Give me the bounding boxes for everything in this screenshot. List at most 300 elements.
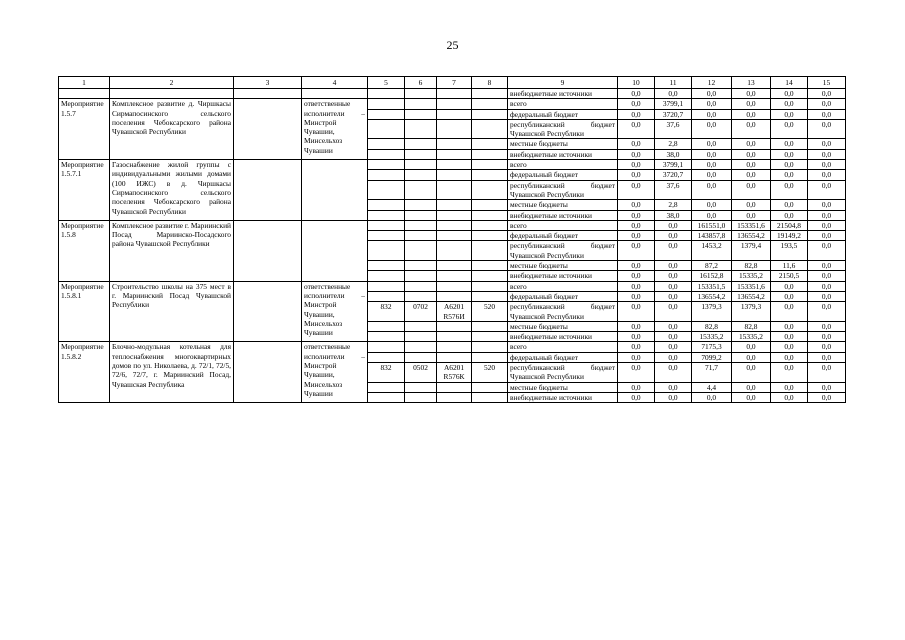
- value-cell: 0,0: [771, 210, 808, 220]
- empty-cell: [437, 200, 472, 210]
- table-body: [59, 77, 846, 403]
- value-cell: 0,0: [732, 109, 771, 119]
- value-cell: 0,0: [692, 99, 732, 109]
- value-cell: 37,6: [655, 180, 692, 200]
- empty-cell: [405, 382, 437, 392]
- source-cell: местные бюджеты: [508, 139, 618, 149]
- value-cell: 0,0: [771, 149, 808, 159]
- empty-cell: [472, 220, 508, 230]
- empty-cell: [405, 109, 437, 119]
- value-cell: 0,0: [732, 363, 771, 383]
- value-cell: 0,0: [692, 109, 732, 119]
- source-cell: всего: [508, 342, 618, 352]
- empty-cell: [110, 89, 234, 99]
- value-cell: 0,0: [771, 363, 808, 383]
- value-cell: 0,0: [655, 231, 692, 241]
- value-cell: 0,0: [618, 291, 655, 301]
- value-cell: 82,8: [732, 261, 771, 271]
- value-cell: 0,0: [618, 271, 655, 281]
- value-cell: 37,6: [655, 119, 692, 139]
- value-cell: 0,0: [618, 149, 655, 159]
- responsible-cell: [302, 220, 368, 281]
- code-expense: [472, 241, 508, 261]
- measure-name: Строительство школы на 375 мест в г. Мариинский Посад Чувашской Республики: [110, 281, 234, 342]
- empty-cell: [368, 200, 405, 210]
- source-cell: внебюджетные источники: [508, 271, 618, 281]
- value-cell: 3720,7: [655, 170, 692, 180]
- value-cell: 0,0: [618, 160, 655, 170]
- empty-cell: [437, 210, 472, 220]
- empty-cell: [472, 149, 508, 159]
- value-cell: 16152,8: [692, 271, 732, 281]
- value-cell: 0,0: [771, 352, 808, 362]
- value-cell: 0,0: [655, 302, 692, 322]
- value-cell: 0,0: [655, 89, 692, 99]
- value-cell: 0,0: [732, 170, 771, 180]
- column-number: 1: [59, 77, 110, 89]
- responsible-cell: ответственные исполнители – Минстрой Чувашии, Минсельхоз Чувашии: [302, 342, 368, 403]
- value-cell: 0,0: [808, 231, 846, 241]
- code-grbs: [368, 241, 405, 261]
- empty-cell: [405, 271, 437, 281]
- value-cell: 19149,2: [771, 231, 808, 241]
- value-cell: 0,0: [808, 210, 846, 220]
- empty-cell: [437, 89, 472, 99]
- value-cell: 0,0: [808, 291, 846, 301]
- empty-cell: [368, 170, 405, 180]
- value-cell: 0,0: [732, 139, 771, 149]
- executor-cell: [234, 342, 302, 403]
- value-cell: 0,0: [771, 170, 808, 180]
- table-row: [59, 99, 846, 109]
- value-cell: 0,0: [692, 139, 732, 149]
- value-cell: 0,0: [618, 220, 655, 230]
- column-number: 15: [808, 77, 846, 89]
- empty-cell: [368, 261, 405, 271]
- empty-cell: [437, 139, 472, 149]
- empty-cell: [472, 321, 508, 331]
- value-cell: 0,0: [732, 89, 771, 99]
- empty-cell: [405, 281, 437, 291]
- empty-cell: [437, 271, 472, 281]
- value-cell: 0,0: [655, 382, 692, 392]
- value-cell: 0,0: [655, 281, 692, 291]
- executor-cell: [234, 99, 302, 160]
- empty-cell: [368, 109, 405, 119]
- column-number: 2: [110, 77, 234, 89]
- value-cell: 0,0: [808, 261, 846, 271]
- value-cell: 82,8: [732, 321, 771, 331]
- value-cell: 0,0: [808, 220, 846, 230]
- value-cell: 0,0: [732, 180, 771, 200]
- value-cell: 0,0: [692, 210, 732, 220]
- column-number: 9: [508, 77, 618, 89]
- value-cell: 0,0: [692, 392, 732, 402]
- empty-cell: [368, 210, 405, 220]
- column-number: 4: [302, 77, 368, 89]
- value-cell: 7175,3: [692, 342, 732, 352]
- empty-cell: [472, 109, 508, 119]
- empty-cell: [437, 291, 472, 301]
- empty-cell: [437, 99, 472, 109]
- value-cell: 0,0: [732, 210, 771, 220]
- value-cell: 15335,2: [732, 271, 771, 281]
- measure-id: Мероприятие 1.5.7.1: [59, 160, 110, 221]
- code-section: [405, 180, 437, 200]
- value-cell: 0,0: [692, 160, 732, 170]
- source-cell: федеральный бюджет: [508, 170, 618, 180]
- measure-id: Мероприятие 1.5.8.1: [59, 281, 110, 342]
- empty-cell: [472, 352, 508, 362]
- empty-cell: [405, 261, 437, 271]
- value-cell: 11,6: [771, 261, 808, 271]
- empty-cell: [472, 89, 508, 99]
- empty-cell: [368, 139, 405, 149]
- value-cell: 0,0: [618, 352, 655, 362]
- empty-cell: [437, 149, 472, 159]
- empty-cell: [59, 89, 110, 99]
- empty-cell: [472, 261, 508, 271]
- value-cell: 0,0: [618, 281, 655, 291]
- empty-cell: [405, 291, 437, 301]
- source-cell: республиканский бюджет Чувашской Республики: [508, 180, 618, 200]
- empty-cell: [472, 200, 508, 210]
- empty-cell: [405, 392, 437, 402]
- empty-cell: [472, 332, 508, 342]
- code-section: [405, 119, 437, 139]
- executor-cell: [234, 160, 302, 221]
- value-cell: 0,0: [618, 99, 655, 109]
- empty-cell: [368, 342, 405, 352]
- value-cell: 0,0: [618, 210, 655, 220]
- empty-cell: [405, 149, 437, 159]
- value-cell: 0,0: [692, 119, 732, 139]
- source-cell: местные бюджеты: [508, 321, 618, 331]
- value-cell: 0,0: [692, 170, 732, 180]
- value-cell: 2,8: [655, 200, 692, 210]
- empty-cell: [472, 231, 508, 241]
- column-number: 12: [692, 77, 732, 89]
- empty-cell: [368, 291, 405, 301]
- empty-cell: [437, 392, 472, 402]
- empty-cell: [405, 352, 437, 362]
- value-cell: 0,0: [732, 149, 771, 159]
- empty-cell: [472, 139, 508, 149]
- table-row: [59, 160, 846, 170]
- source-cell: федеральный бюджет: [508, 291, 618, 301]
- value-cell: 2,8: [655, 139, 692, 149]
- value-cell: 153351,6: [732, 220, 771, 230]
- value-cell: 153351,6: [732, 281, 771, 291]
- table-row: [59, 342, 846, 352]
- empty-cell: [368, 89, 405, 99]
- empty-cell: [405, 342, 437, 352]
- empty-cell: [405, 170, 437, 180]
- value-cell: 38,0: [655, 210, 692, 220]
- value-cell: 0,0: [732, 392, 771, 402]
- value-cell: 38,0: [655, 149, 692, 159]
- value-cell: 0,0: [618, 241, 655, 261]
- column-number: 14: [771, 77, 808, 89]
- code-grbs: 832: [368, 363, 405, 383]
- empty-cell: [368, 160, 405, 170]
- value-cell: 0,0: [808, 99, 846, 109]
- value-cell: 0,0: [808, 332, 846, 342]
- source-cell: местные бюджеты: [508, 261, 618, 271]
- code-target: [437, 119, 472, 139]
- value-cell: 0,0: [771, 332, 808, 342]
- empty-cell: [437, 281, 472, 291]
- value-cell: 0,0: [808, 321, 846, 331]
- value-cell: 0,0: [771, 160, 808, 170]
- value-cell: 0,0: [808, 160, 846, 170]
- empty-cell: [472, 170, 508, 180]
- value-cell: 0,0: [771, 99, 808, 109]
- value-cell: 82,8: [692, 321, 732, 331]
- empty-cell: [437, 160, 472, 170]
- value-cell: 0,0: [655, 352, 692, 362]
- source-cell: местные бюджеты: [508, 200, 618, 210]
- value-cell: 0,0: [771, 109, 808, 119]
- page-number: 25: [446, 38, 459, 52]
- column-number: 6: [405, 77, 437, 89]
- value-cell: 0,0: [771, 342, 808, 352]
- value-cell: 0,0: [808, 382, 846, 392]
- value-cell: 0,0: [808, 392, 846, 402]
- source-cell: всего: [508, 281, 618, 291]
- source-cell: федеральный бюджет: [508, 109, 618, 119]
- column-number: 5: [368, 77, 405, 89]
- measure-id: Мероприятие 1.5.8: [59, 220, 110, 281]
- value-cell: 0,0: [771, 382, 808, 392]
- value-cell: 0,0: [655, 332, 692, 342]
- empty-cell: [437, 382, 472, 392]
- column-number-row: [59, 77, 846, 89]
- value-cell: 1453,2: [692, 241, 732, 261]
- value-cell: 0,0: [732, 382, 771, 392]
- value-cell: 0,0: [618, 200, 655, 210]
- value-cell: 193,5: [771, 241, 808, 261]
- responsible-cell: [302, 160, 368, 221]
- value-cell: 3799,1: [655, 160, 692, 170]
- column-number: 8: [472, 77, 508, 89]
- empty-cell: [405, 231, 437, 241]
- value-cell: 71,7: [692, 363, 732, 383]
- value-cell: 15335,2: [732, 332, 771, 342]
- empty-cell: [437, 342, 472, 352]
- empty-cell: [405, 139, 437, 149]
- value-cell: 0,0: [655, 321, 692, 331]
- value-cell: 0,0: [618, 332, 655, 342]
- value-cell: 0,0: [732, 352, 771, 362]
- value-cell: 0,0: [655, 220, 692, 230]
- value-cell: 0,0: [692, 89, 732, 99]
- value-cell: 0,0: [618, 180, 655, 200]
- source-cell: всего: [508, 160, 618, 170]
- measure-name: Комплексное развитие г. Мариинский Посад Мариинско-Посадского района Чувашской Республики: [110, 220, 234, 281]
- empty-cell: [302, 89, 368, 99]
- value-cell: 0,0: [808, 241, 846, 261]
- value-cell: 0,0: [808, 180, 846, 200]
- value-cell: 1379,3: [732, 302, 771, 322]
- value-cell: 0,0: [692, 180, 732, 200]
- empty-cell: [368, 392, 405, 402]
- empty-cell: [472, 210, 508, 220]
- value-cell: 7099,2: [692, 352, 732, 362]
- value-cell: 0,0: [618, 392, 655, 402]
- executor-cell: [234, 220, 302, 281]
- source-cell: внебюджетные источники: [508, 332, 618, 342]
- empty-cell: [437, 332, 472, 342]
- value-cell: 87,2: [692, 261, 732, 271]
- value-cell: 0,0: [771, 291, 808, 301]
- code-grbs: [368, 180, 405, 200]
- value-cell: 161551,0: [692, 220, 732, 230]
- code-target: [437, 241, 472, 261]
- value-cell: 0,0: [732, 99, 771, 109]
- column-number: 3: [234, 77, 302, 89]
- source-cell: всего: [508, 220, 618, 230]
- value-cell: 0,0: [732, 119, 771, 139]
- code-target: A6201 R576И: [437, 302, 472, 322]
- value-cell: 0,0: [692, 200, 732, 210]
- code-target: A6201 R576К: [437, 363, 472, 383]
- empty-cell: [437, 321, 472, 331]
- value-cell: 0,0: [655, 291, 692, 301]
- source-cell: республиканский бюджет Чувашской Республики: [508, 119, 618, 139]
- source-cell: внебюджетные источники: [508, 210, 618, 220]
- empty-cell: [472, 291, 508, 301]
- value-cell: 0,0: [732, 342, 771, 352]
- value-cell: 0,0: [808, 281, 846, 291]
- value-cell: 4,4: [692, 382, 732, 392]
- value-cell: 0,0: [808, 89, 846, 99]
- value-cell: 0,0: [808, 109, 846, 119]
- value-cell: 0,0: [771, 119, 808, 139]
- code-target: [437, 180, 472, 200]
- source-cell: местные бюджеты: [508, 382, 618, 392]
- value-cell: 1379,3: [692, 302, 732, 322]
- value-cell: 3799,1: [655, 99, 692, 109]
- empty-cell: [437, 109, 472, 119]
- empty-cell: [405, 332, 437, 342]
- empty-cell: [368, 382, 405, 392]
- empty-cell: [472, 160, 508, 170]
- source-cell: республиканский бюджет Чувашской Республики: [508, 302, 618, 322]
- empty-cell: [368, 321, 405, 331]
- empty-cell: [368, 332, 405, 342]
- empty-cell: [368, 231, 405, 241]
- value-cell: 0,0: [808, 149, 846, 159]
- empty-cell: [472, 271, 508, 281]
- empty-cell: [234, 89, 302, 99]
- empty-cell: [405, 220, 437, 230]
- column-number: 7: [437, 77, 472, 89]
- empty-cell: [368, 220, 405, 230]
- value-cell: 0,0: [618, 321, 655, 331]
- value-cell: 0,0: [771, 302, 808, 322]
- source-cell: республиканский бюджет Чувашской Республики: [508, 363, 618, 383]
- code-section: 0502: [405, 363, 437, 383]
- measure-id: Мероприятие 1.5.7: [59, 99, 110, 160]
- code-grbs: [368, 119, 405, 139]
- value-cell: 0,0: [692, 149, 732, 159]
- value-cell: 0,0: [618, 170, 655, 180]
- empty-cell: [405, 200, 437, 210]
- value-cell: 0,0: [655, 261, 692, 271]
- value-cell: 0,0: [808, 342, 846, 352]
- source-cell: республиканский бюджет Чувашской Республики: [508, 241, 618, 261]
- budget-table: [58, 76, 846, 403]
- code-grbs: 832: [368, 302, 405, 322]
- empty-cell: [368, 352, 405, 362]
- value-cell: 0,0: [618, 109, 655, 119]
- measure-name: Газоснабжение жилой группы с индивидуальными жилыми домами (100 ИЖС) в д. Чиршкасы Сирмапосинского сельского поселения Чебоксарского района Чувашской Республики: [110, 160, 234, 221]
- empty-cell: [437, 170, 472, 180]
- empty-cell: [437, 352, 472, 362]
- value-cell: 0,0: [618, 363, 655, 383]
- value-cell: 21504,8: [771, 220, 808, 230]
- measure-name: Блочно-модульная котельная для теплоснабжения многоквартирных домов по ул. Николаева, д. 72/1, 72/5, 72/6, 72/7, г. Мариинский Посад, Чувашская Республика: [110, 342, 234, 403]
- table-row: [59, 89, 846, 99]
- code-expense: 520: [472, 363, 508, 383]
- value-cell: 0,0: [618, 342, 655, 352]
- value-cell: 0,0: [655, 342, 692, 352]
- empty-cell: [368, 99, 405, 109]
- empty-cell: [405, 210, 437, 220]
- column-number: 10: [618, 77, 655, 89]
- measure-id: Мероприятие 1.5.8.2: [59, 342, 110, 403]
- value-cell: 0,0: [771, 321, 808, 331]
- measure-name: Комплексное развитие д. Чиршкасы Сирмапосинского сельского поселения Чебоксарского района Чувашской Республики: [110, 99, 234, 160]
- code-expense: [472, 119, 508, 139]
- value-cell: 2150,5: [771, 271, 808, 281]
- value-cell: 0,0: [618, 302, 655, 322]
- value-cell: 0,0: [618, 119, 655, 139]
- executor-cell: [234, 281, 302, 342]
- value-cell: 136554,2: [732, 231, 771, 241]
- column-number: 11: [655, 77, 692, 89]
- value-cell: 0,0: [618, 139, 655, 149]
- value-cell: 0,0: [618, 261, 655, 271]
- code-expense: [472, 180, 508, 200]
- value-cell: 0,0: [771, 180, 808, 200]
- value-cell: 3720,7: [655, 109, 692, 119]
- empty-cell: [405, 321, 437, 331]
- source-cell: федеральный бюджет: [508, 231, 618, 241]
- source-cell: внебюджетные источники: [508, 89, 618, 99]
- empty-cell: [405, 89, 437, 99]
- value-cell: 0,0: [732, 200, 771, 210]
- value-cell: 15335,2: [692, 332, 732, 342]
- empty-cell: [437, 231, 472, 241]
- table-row: [59, 281, 846, 291]
- value-cell: 0,0: [655, 363, 692, 383]
- value-cell: 0,0: [771, 139, 808, 149]
- value-cell: 0,0: [618, 231, 655, 241]
- empty-cell: [405, 99, 437, 109]
- value-cell: 0,0: [771, 281, 808, 291]
- value-cell: 0,0: [618, 382, 655, 392]
- value-cell: 0,0: [771, 392, 808, 402]
- column-number: 13: [732, 77, 771, 89]
- value-cell: 153351,5: [692, 281, 732, 291]
- value-cell: 0,0: [655, 241, 692, 261]
- table-row: [59, 220, 846, 230]
- empty-cell: [472, 382, 508, 392]
- value-cell: 136554,2: [692, 291, 732, 301]
- value-cell: 0,0: [808, 170, 846, 180]
